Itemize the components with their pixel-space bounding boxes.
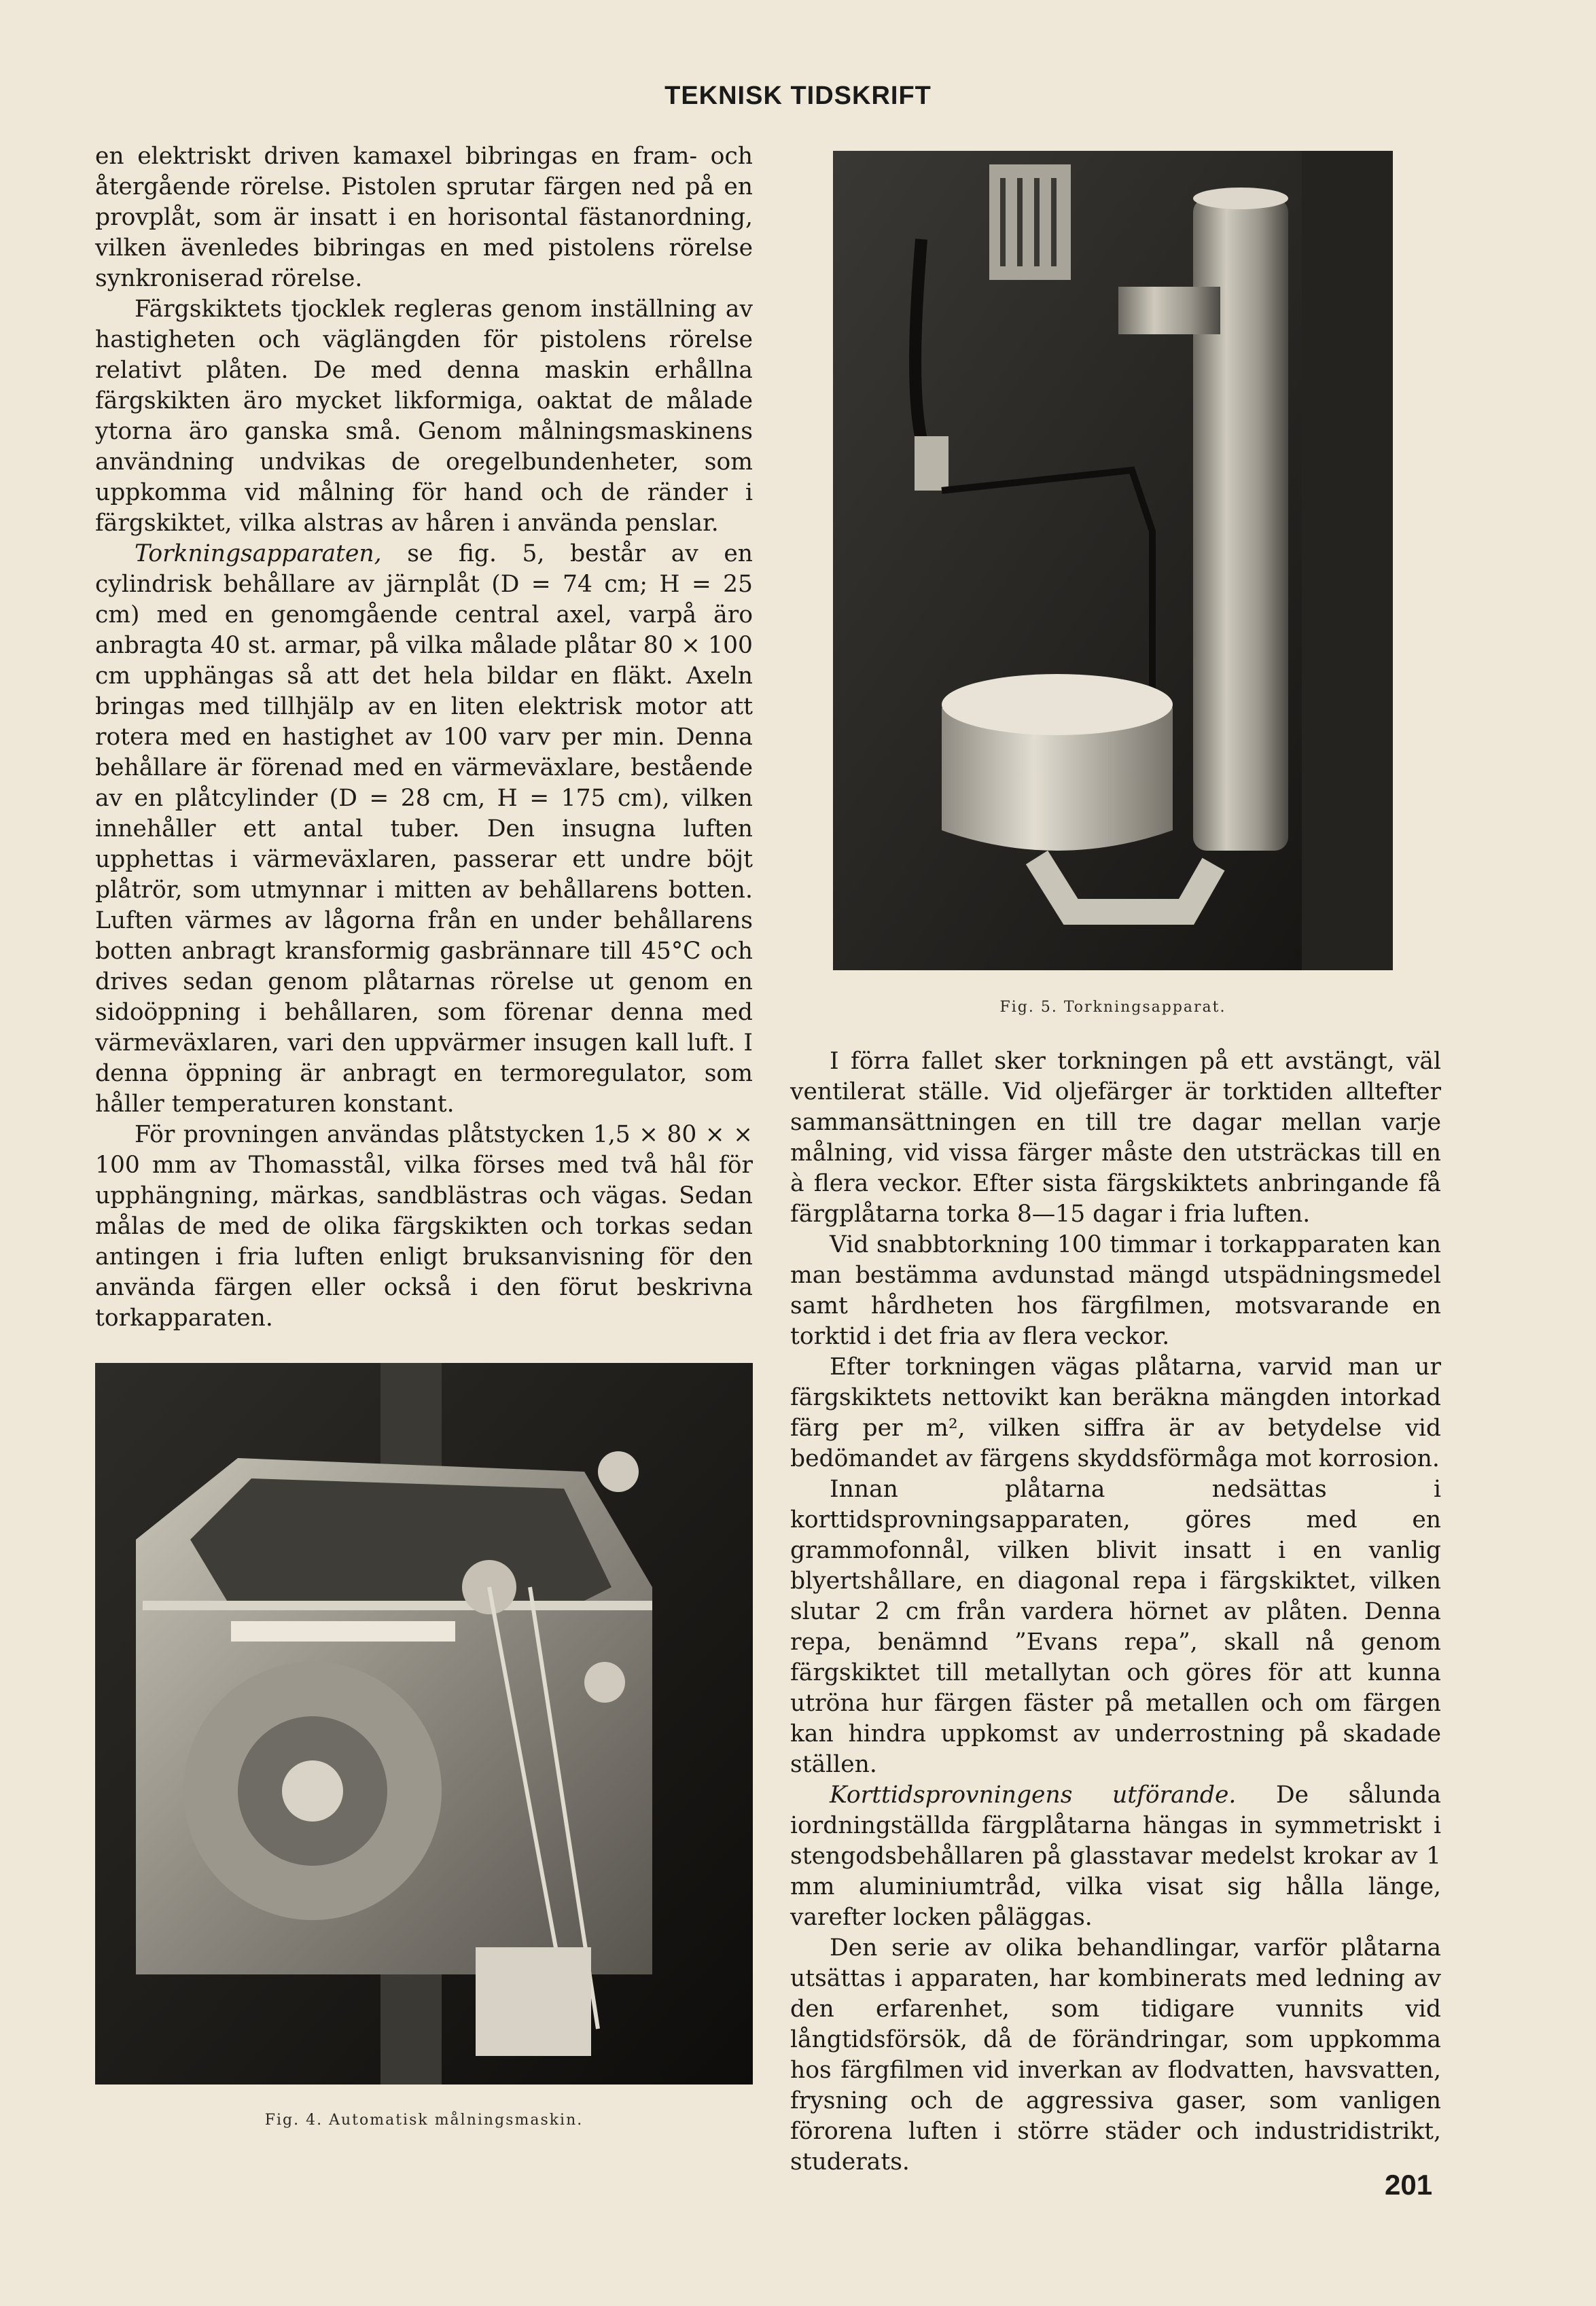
paragraph: en elektriskt driven kamaxel bibringas en fram- och återgående rörelse. Pistolen sprutar färgen ned på en provplåt, som är insatt i en horisontal fästanordning, vilken ävenledes bibringas en med pistolens rörelse synkroniserad rörelse. (95, 143, 753, 292)
figure-5-caption: Fig. 5. Torkningsapparat. (999, 999, 1226, 1016)
figure-5-photo (833, 151, 1393, 970)
left-column (95, 141, 753, 1334)
italic-lead: Korttidsprovningens utförande. (830, 1781, 1237, 1809)
journal-header: TEKNISK TIDSKRIFT (664, 82, 932, 110)
painting-machine-image (95, 1363, 753, 2085)
paragraph: Innan plåtarna nedsättas i korttidsprovningsapparaten, göres med en grammofonnål, vilken blivit insatt i en vanlig blyertshållare, en diagonal repa i färgskiktet, vilken slutar 2 cm från vardera hörnet av plåten. Denna repa, benämnd ”Evans repa”, skall nå genom färgskiktet till metallytan och göres för att kunna utröna hur färgen fäster på metallen och om färgen kan hindra uppkomst av underrostning på skadade ställen. (790, 1476, 1441, 1778)
paragraph: Efter torkningen vägas plåtarna, varvid man ur färgskiktets nettovikt kan beräkna mängden intorkad färg per m², vilken siffra är av betydelse vid bedömandet av färgens skyddsförmåga mot korrosion. (790, 1353, 1441, 1472)
figure-4-photo (95, 1363, 753, 2085)
italic-lead: Torkningsapparaten, (135, 540, 382, 567)
paragraph-body: se fig. 5, består av en cylindrisk behållare av järnplåt (D = 74 cm; H = 25 cm) med en genomgående central axel, varpå äro anbragta 40 st. armar, på vilka målade plåtar 80 × 100 cm upphängas så att det hela bildar en fläkt. Axeln bringas med tillhjälp av en liten elektrisk motor att rotera med en hastighet av 100 varv per min. Denna behållare är förenad med en värmeväxlare, bestående av en plåtcylinder (D = 28 cm, H = 175 cm), vilken innehåller ett antal tuber. Den insugna luften upphettas i värmeväxlaren, passerar ett undre böjt plåtrör, som utmynnar i mitten av behållarens botten. Luften värmes av lågorna från en under behållarens botten anbragt kransformig gasbrännare till 45°C och drives sedan genom plåtarnas rörelse ut genom en sidoöppning i behållaren, som förenar denna med värmeväxlaren, vari den uppvärmer insugen kall luft. I denna öppning är anbragt en termoregulator, som håller temperaturen konstant. (95, 540, 753, 1118)
page-number: 201 (1385, 2169, 1433, 2201)
paragraph: I förra fallet sker torkningen på ett avstängt, väl ventilerat ställe. Vid oljefärger är torktiden alltefter sammansättningen en till tre dagar mellan varje målning, vid vissa färger måste den utsträckas till en à flera veckor. Efter sista färgskiktets anbringande få färgplåtarna torka 8—15 dagar i fria luften. (790, 1048, 1441, 1228)
drying-apparatus-image (833, 151, 1393, 970)
paragraph: Den serie av olika behandlingar, varför plåtarna utsättas i apparaten, har kombinerats med ledning av den erfarenhet, som tidigare vunnits vid långtidsförsök, då de förändringar, som uppkomma hos färgfilmen vid inverkan av flodvatten, havsvatten, frysning och de aggressiva gaser, som vanligen förorena luften i större städer och industridistrikt, studerats. (790, 1934, 1441, 2176)
paragraph-body: De sålunda iordningställda färgplåtarna hängas in symmetriskt i stengodsbehållaren på glasstavar medelst krokar av 1 mm aluminiumtråd, vilka visat sig hålla länge, varefter locken påläggas. (790, 1781, 1441, 1931)
paragraph (790, 1780, 1441, 1933)
paragraph (95, 539, 753, 1120)
paragraph: Vid snabbtorkning 100 timmar i torkapparaten kan man bestämma avdunstad mängd utspädningsmedel samt hårdheten hos färgfilmen, motsvarande en torktid i det fria av flera veckor. (790, 1231, 1441, 1350)
figure-4-caption: Fig. 4. Automatisk målningsmaskin. (264, 2112, 584, 2129)
paragraph: Färgskiktets tjocklek regleras genom inställning av hastigheten och väglängden för pistolens rörelse relativt plåten. De med denna maskin erhållna färgskikten äro mycket likformiga, oaktat de målade ytorna äro ganska små. Genom målningsmaskinens användning undvikas de oregelbundenheter, som uppkomma vid målning för hand och de ränder i färgskiktet, vilka alstras av håren i använda penslar. (95, 296, 753, 537)
paragraph: För provningen användas plåtstycken 1,5 × 80 × × 100 mm av Thomasstål, vilka förses med två hål för upphängning, märkas, sandblästras och vägas. Sedan målas de med de olika färgskikten och torkas sedan antingen i fria luften enligt bruksanvisning för den använda färgen eller också i den förut beskrivna torkapparaten. (95, 1121, 753, 1332)
right-column (790, 1046, 1441, 2178)
